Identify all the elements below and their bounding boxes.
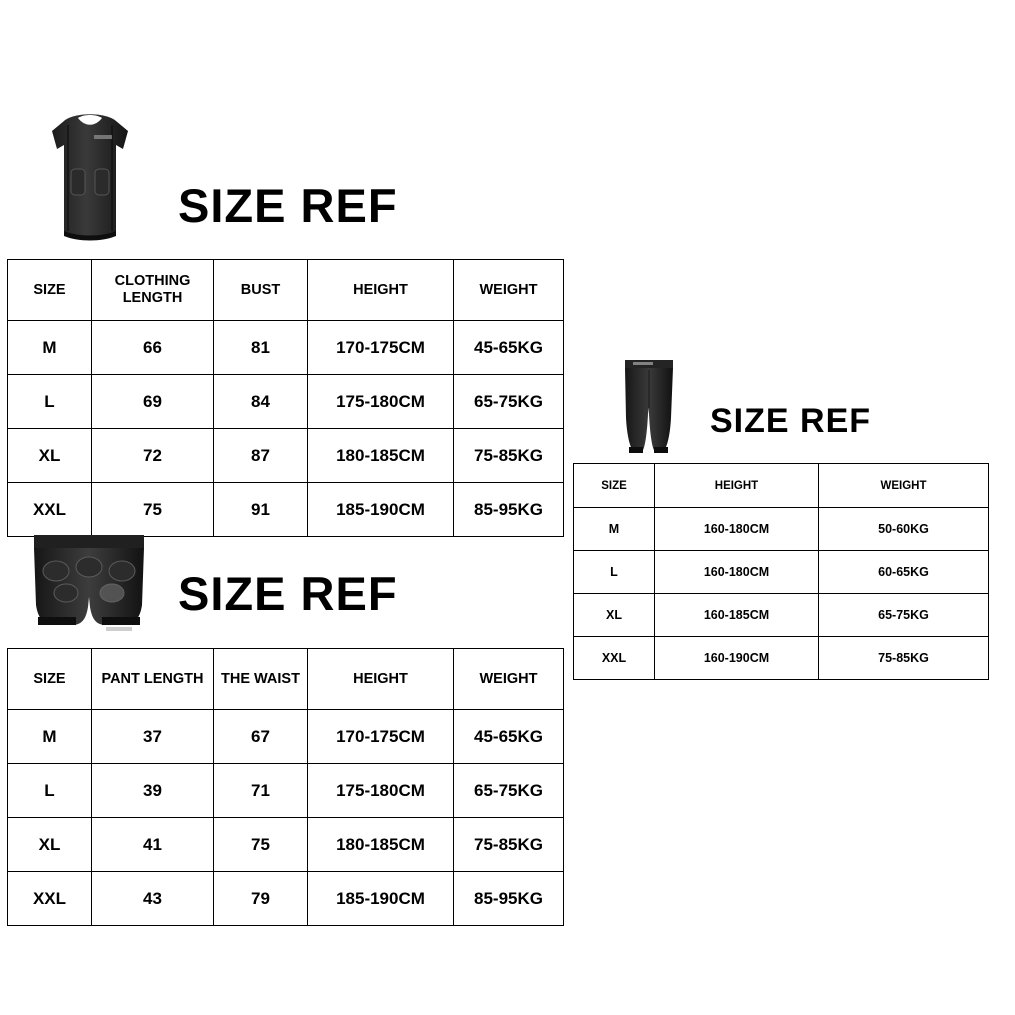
column-header-weight: WEIGHT — [454, 260, 564, 321]
cell-height: 160-185CM — [655, 594, 819, 637]
cell-weight: 85-95KG — [454, 872, 564, 926]
cell-size: M — [8, 321, 92, 375]
cell-bust: 84 — [214, 375, 308, 429]
table-row — [574, 551, 989, 594]
cell-height: 175-180CM — [308, 764, 454, 818]
table-row — [8, 818, 564, 872]
cell-height: 180-185CM — [308, 818, 454, 872]
column-header-height: HEIGHT — [308, 649, 454, 710]
cell-pant-length: 39 — [92, 764, 214, 818]
cell-height: 185-190CM — [308, 872, 454, 926]
cell-bust: 91 — [214, 483, 308, 537]
cell-height: 170-175CM — [308, 710, 454, 764]
size-table-shorts — [7, 648, 564, 926]
cell-weight: 75-85KG — [819, 637, 989, 680]
cell-weight: 65-75KG — [454, 375, 564, 429]
cell-clothing-length: 66 — [92, 321, 214, 375]
cell-size: L — [8, 375, 92, 429]
page-title-pants: SIZE REF — [710, 402, 872, 440]
cell-weight: 65-75KG — [819, 594, 989, 637]
cell-weight: 65-75KG — [454, 764, 564, 818]
cell-size: XXL — [8, 483, 92, 537]
cell-weight: 45-65KG — [454, 321, 564, 375]
cell-height: 160-180CM — [655, 508, 819, 551]
cell-weight: 50-60KG — [819, 508, 989, 551]
cell-pant-length: 43 — [92, 872, 214, 926]
column-header-size: SIZE — [8, 649, 92, 710]
column-header-size: SIZE — [574, 464, 655, 508]
cell-size: XXL — [8, 872, 92, 926]
table-row — [574, 637, 989, 680]
table-header-row — [574, 464, 989, 508]
table-row — [574, 508, 989, 551]
column-header-height: HEIGHT — [308, 260, 454, 321]
size-table-pants — [573, 463, 989, 680]
table-row — [8, 375, 564, 429]
page-title-vest: SIZE REF — [178, 179, 398, 232]
table-row — [8, 429, 564, 483]
cell-clothing-length: 72 — [92, 429, 214, 483]
table-header-row — [8, 260, 564, 321]
cell-size: M — [8, 710, 92, 764]
cell-bust: 81 — [214, 321, 308, 375]
column-header-the-waist: THE WAIST — [214, 649, 308, 710]
cell-weight: 45-65KG — [454, 710, 564, 764]
column-header-bust: BUST — [214, 260, 308, 321]
cell-height: 180-185CM — [308, 429, 454, 483]
column-header-size: SIZE — [8, 260, 92, 321]
cell-height: 175-180CM — [308, 375, 454, 429]
cell-the-waist: 79 — [214, 872, 308, 926]
cell-size: XXL — [574, 637, 655, 680]
size-table-vest — [7, 259, 564, 537]
cell-weight: 85-95KG — [454, 483, 564, 537]
page-title-shorts: SIZE REF — [178, 567, 398, 620]
cell-the-waist: 67 — [214, 710, 308, 764]
cell-size: L — [8, 764, 92, 818]
table-row — [8, 764, 564, 818]
table-header-row — [8, 649, 564, 710]
cell-size: XL — [8, 429, 92, 483]
cell-size: L — [574, 551, 655, 594]
cell-weight: 75-85KG — [454, 818, 564, 872]
table-row — [574, 594, 989, 637]
cell-size: M — [574, 508, 655, 551]
cell-clothing-length: 69 — [92, 375, 214, 429]
column-header-pant-length: PANT LENGTH — [92, 649, 214, 710]
cell-the-waist: 75 — [214, 818, 308, 872]
cell-weight: 75-85KG — [454, 429, 564, 483]
cell-height: 170-175CM — [308, 321, 454, 375]
padded-compression-shorts-image — [22, 527, 157, 642]
table-vest — [7, 259, 564, 537]
cell-clothing-length: 75 — [92, 483, 214, 537]
cell-size: XL — [574, 594, 655, 637]
cell-height: 160-190CM — [655, 637, 819, 680]
table-row — [8, 710, 564, 764]
cell-the-waist: 71 — [214, 764, 308, 818]
table-shorts — [7, 648, 564, 926]
table-row — [8, 321, 564, 375]
cell-size: XL — [8, 818, 92, 872]
column-header-weight: WEIGHT — [454, 649, 564, 710]
cell-bust: 87 — [214, 429, 308, 483]
compression-pants-image — [615, 356, 683, 460]
cell-height: 185-190CM — [308, 483, 454, 537]
table-row — [8, 872, 564, 926]
column-header-clothing-length: CLOTHING LENGTH — [92, 260, 214, 321]
column-header-weight: WEIGHT — [819, 464, 989, 508]
cell-pant-length: 41 — [92, 818, 214, 872]
table-pants — [573, 463, 989, 680]
cell-pant-length: 37 — [92, 710, 214, 764]
column-header-height: HEIGHT — [655, 464, 819, 508]
padded-compression-vest-image — [30, 105, 150, 250]
cell-weight: 60-65KG — [819, 551, 989, 594]
cell-height: 160-180CM — [655, 551, 819, 594]
